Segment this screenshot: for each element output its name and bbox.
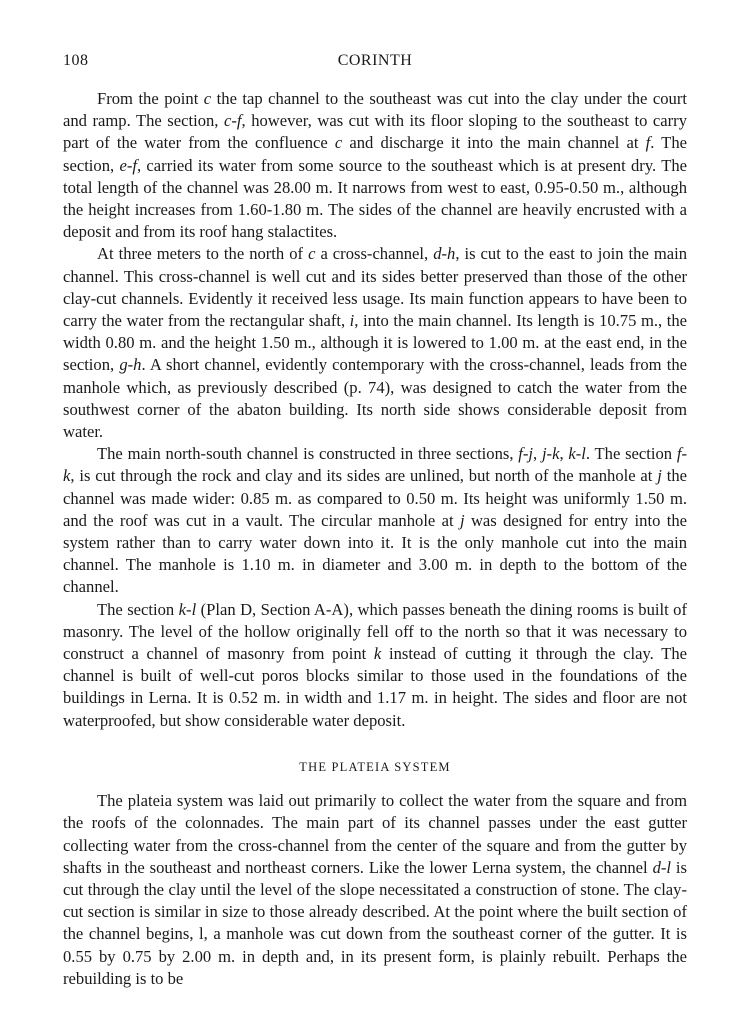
text-run: . The section, bbox=[63, 133, 687, 175]
text-run: At three meters to the north of bbox=[97, 244, 309, 264]
italic-label: d-l bbox=[652, 857, 671, 877]
italic-label: k bbox=[373, 644, 382, 664]
text-run: a cross-channel, bbox=[315, 244, 434, 264]
paragraph bbox=[63, 790, 687, 990]
paragraph bbox=[63, 88, 687, 243]
text-run: The main north-south channel is constructed in three sections, bbox=[97, 444, 519, 464]
italic-label: f bbox=[645, 133, 651, 153]
italic-label: k-l bbox=[178, 599, 197, 619]
italic-label: i bbox=[349, 311, 355, 331]
text-run: . The section bbox=[585, 444, 677, 464]
body-text bbox=[63, 88, 687, 990]
italic-label: c bbox=[203, 89, 212, 108]
italic-label: g-h bbox=[119, 355, 142, 375]
text-run: , is cut to the east to join the main channel. This cross-channel is well cut and its sides better preserved than those of the other clay-cut channels. Evidently it received less usage. Its main function appears to have been to carry the water from the rectangular shaft, bbox=[63, 244, 688, 331]
page-number: 108 bbox=[63, 52, 89, 69]
italic-label: j bbox=[657, 466, 662, 486]
text-run: , however, was cut with its floor sloping to the southeast to carry part of the water from the confluence bbox=[63, 111, 687, 153]
running-head: CORINTH bbox=[337, 52, 413, 69]
paragraph bbox=[63, 443, 687, 598]
text-run: The section bbox=[97, 599, 179, 619]
text-run: From the point bbox=[97, 89, 204, 108]
italic-label: j-k bbox=[541, 444, 560, 464]
italic-label: c bbox=[308, 244, 316, 264]
text-run: is cut through the clay until the level of the slope necessitated a construction of stone. The clay-cut section is similar in size to those already described. At the point where the built section of the channel begins, l, a manhole was cut down from the southeast corner of the gutter. It is 0.55 by 0.75 by 2.00 m. in depth and, in its present form, is plainly rebuilt. Perhaps the rebuilding is to be bbox=[63, 857, 687, 988]
italic-label: c-f bbox=[224, 111, 242, 131]
text-run: . A short channel, evidently contemporary with the cross-channel, leads from the manhole which, as previously described (p. 74), was designed to catch the water from the southwest corner of the abaton building. Its north side shows considerable deposit from water. bbox=[63, 355, 687, 442]
italic-label: j bbox=[459, 510, 465, 530]
text-run: The plateia system was laid out primarily to collect the water from the square and from the roofs of the colonnades. The main part of its channel passes under the east gutter collecting water from the cross-channel from the center of the square and from the gutter by shafts in the southeast and northeast corners. Like the lower Lerna system, the channel bbox=[63, 791, 687, 877]
text-run: the channel was made wider: 0.85 m. as compared to 0.50 m. Its height was uniformly 1.50 m. and the roof was cut in a vault. The circular manhole at bbox=[63, 466, 688, 530]
text-run: the tap channel to the southeast was cut into the clay under the court and ramp. The section, bbox=[63, 89, 687, 131]
text-run: instead of cutting it through the clay. The channel is built of well-cut poros blocks similar to those used in the foundations of the buildings in Lerna. It is 0.52 m. in width and 1.17 m. in height. The sides and floor are not waterproofed, but show considerable water deposit. bbox=[63, 644, 687, 730]
page-header bbox=[63, 52, 687, 74]
text-run: , bbox=[559, 444, 569, 464]
text-run: , into the main channel. Its length is 10.75 m., the width 0.80 m. and the height 1.50 m., although it is lowered to 1.00 m. at the east end, in the section, bbox=[63, 311, 687, 375]
text-run: , is cut through the rock and clay and its sides are unlined, but north of the manhole at bbox=[70, 466, 658, 486]
text-run: , carried its water from some source to the southeast which is at present dry. The total length of the channel was 28.00 m. It narrows from west to east, 0.95-0.50 m., although the height increases from 1.60-1.80 m. The sides of the channel are heavily encrusted with a deposit and from its roof hang stalactites. bbox=[63, 155, 687, 242]
italic-label: d-h bbox=[433, 244, 456, 264]
paragraph bbox=[63, 599, 687, 732]
paragraph bbox=[63, 243, 687, 443]
italic-label: k-l bbox=[568, 444, 586, 464]
text-run: and discharge it into the main channel at bbox=[342, 133, 646, 153]
italic-label: f-j bbox=[518, 444, 534, 464]
italic-label: f-k bbox=[63, 444, 687, 486]
italic-label: e-f bbox=[119, 155, 137, 175]
section-heading: THE PLATEIA SYSTEM bbox=[299, 759, 451, 774]
italic-label: c bbox=[334, 133, 343, 153]
text-run: (Plan D, Section A-A), which passes beneath the dining rooms is built of masonry. The level of the hollow originally fell off to the north so that it was necessary to construct a channel of masonry from point bbox=[63, 599, 687, 664]
text-run: , bbox=[533, 444, 542, 464]
text-run: was designed for entry into the system rather than to carry water down into it. It is the only manhole cut into the main channel. The manhole is 1.10 m. in diameter and 3.00 m. in depth to the bottom of the channel. bbox=[63, 510, 687, 597]
